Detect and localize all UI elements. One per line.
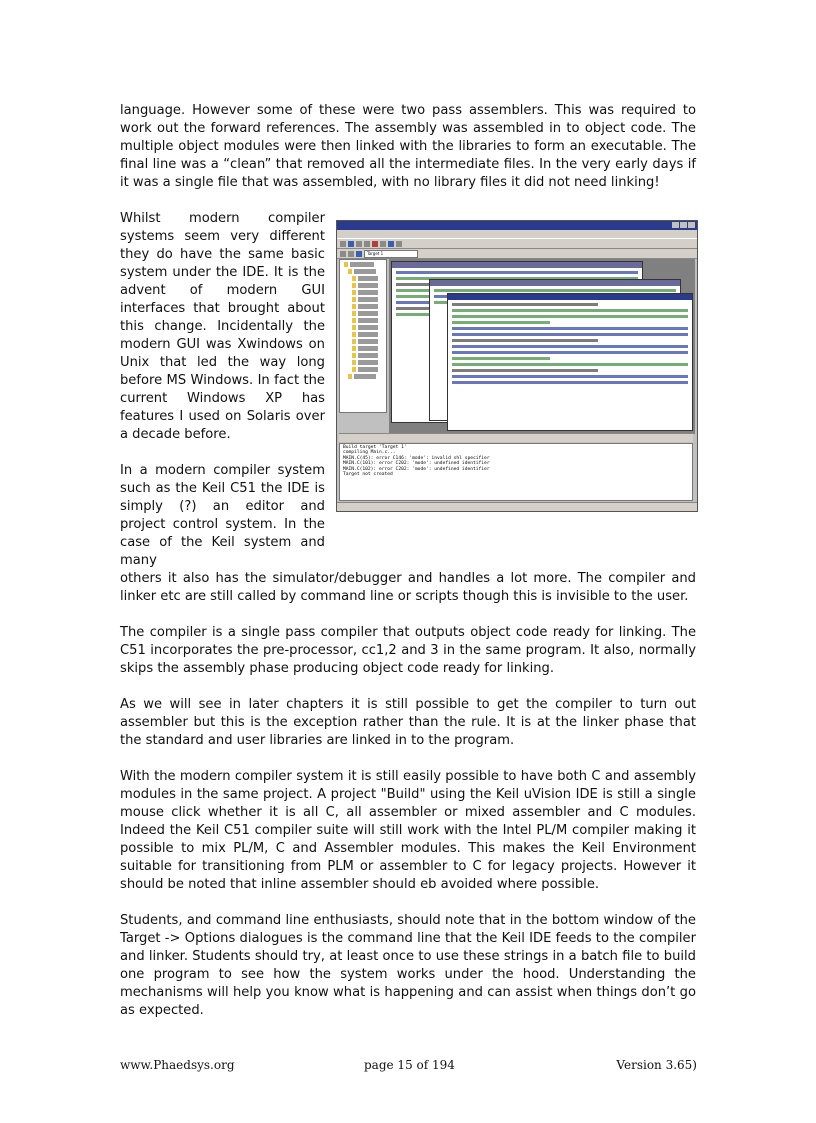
screenshot-menubar <box>337 230 697 238</box>
footer-page-number: page 15 of 194 <box>364 1058 455 1072</box>
editor-area <box>389 259 695 434</box>
output-line: MAIN.C(102): error C202: 'mode': undefined identifier <box>343 466 490 472</box>
paragraph-3-rest: others it also has the simulator/debugger and handles a lot more. The compiler and linker etc are still called by command line or scripts though this is invisible to the user. <box>120 571 696 604</box>
editor-window-front <box>447 293 693 431</box>
footer-website: www.Phaedsys.org <box>120 1058 235 1072</box>
paragraph-3-start: In a modern compiler system such as the Keil C51 the IDE is simply (?) an editor and project control system. In the case of the Keil system and many <box>120 463 325 568</box>
wrapped-column <box>120 210 325 570</box>
paragraph-6: With the modern compiler system it is still easily possible to have both C and assembly modules in the same project. A project "Build" using the Keil uVision IDE is still a single mouse click whether it is all C, all assembler or mixed assembler and C modules. Indeed the Keil C51 compiler suite will still work with the Intel PL/M compiler making it possible to mix PL/M, C and Assembler modules. This makes the Keil Environment suitable for transitioning from PLM or assembler to C for legacy projects. However it should be noted that inline assembler should eb avoided where possible. <box>120 769 696 892</box>
output-line: compiling Main.c... <box>343 450 396 456</box>
output-line: MAIN.C(101): error C202: 'mode': undefined identifier <box>343 461 490 467</box>
page-footer <box>120 1058 697 1074</box>
paragraph-5: As we will see in later chapters it is still possible to get the compiler to turn out assembler but this is the exception rather than the rule. It is at the linker phase that the standard and user libraries are linked in to the program. <box>120 697 696 748</box>
build-output <box>339 443 693 501</box>
footer-version: Version 3.65) <box>616 1058 697 1072</box>
paragraph-4: The compiler is a single pass compiler that outputs object code ready for linking. The C51 incorporates the pre-processor, cc1,2 and 3 in the same program. It also, normally skips the assembly phase producing object code ready for linking. <box>120 625 696 676</box>
paragraph-2: Whilst modern compiler systems seem very different they do have the same basic system under the IDE. It is the advent of modern GUI interfaces that brought about this change. Incidentally the modern GUI was Xwindows on Unix that led the way long before MS Windows. In fact the current Windows XP has features I used on Solaris over a decade before. <box>120 211 325 442</box>
window-buttons <box>672 222 695 228</box>
output-line: Build target 'Target 1' <box>343 445 407 450</box>
page-body <box>120 102 696 1020</box>
window-tabs <box>339 433 693 442</box>
paragraph-1: language. However some of these were two pass assemblers. This was required to work out the forward references. The assembly was assembled in to object code. The multiple object modules were then linked with the libraries to form an executable. The final line was a “clean” that removed all the intermediate files. In the very early days if it was a single file that was assembled, with no library files it did not need linking! <box>120 103 696 190</box>
screenshot-toolbar <box>337 238 697 249</box>
keil-ide-screenshot <box>336 220 698 512</box>
project-workspace <box>339 259 387 413</box>
output-line: Target not created <box>343 472 393 478</box>
wrap-block <box>120 210 696 570</box>
screenshot-statusbar <box>337 502 697 511</box>
paragraph-7: Students, and command line enthusiasts, should note that in the bottom window of the Target -> Options dialogues is the command line that the Keil IDE feeds to the compiler and linker. Students should try, at least once to use these strings in a batch file to build one program to see how the system works under the hood. Understanding the mechanisms will help you know what is happening and can assist when things don’t go as expected. <box>120 913 696 1018</box>
target-select: Target 1 <box>364 250 418 258</box>
screenshot-build-toolbar <box>337 249 697 259</box>
output-line: MAIN.C(45): error C146: 'mode': invalid shl specifier <box>343 455 490 461</box>
screenshot-titlebar <box>337 221 697 230</box>
